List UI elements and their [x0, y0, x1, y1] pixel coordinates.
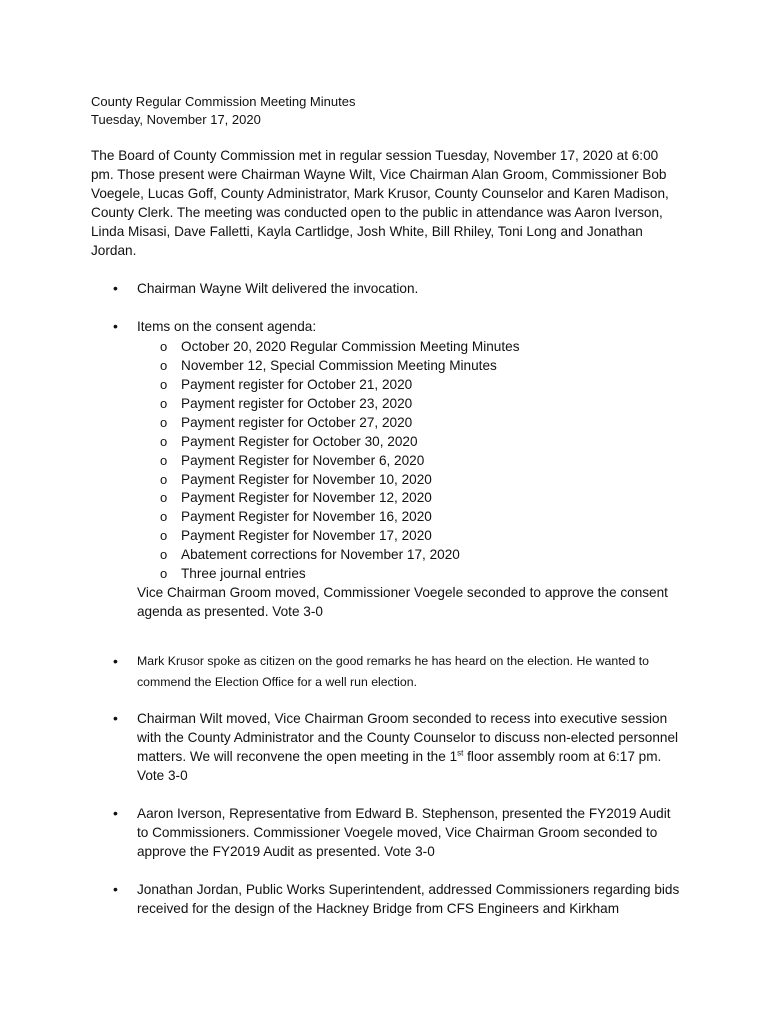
list-item: Three journal entries [181, 566, 306, 581]
list-item: Payment Register for November 10, 2020 [181, 472, 432, 487]
list-item: November 12, Special Commission Meeting Minutes [181, 358, 497, 373]
bullet-icon: • [113, 710, 118, 726]
intro-paragraph: The Board of County Commission met in regular session Tuesday, November 17, 2020 at 6:00 pm. Those present were Chairman Wayne Wilt, Vice Chairman Alan Groom, Commissioner Bob Voegele, Lucas Goff, County Administrator, Mark Krusor, County Counselor and Karen Madison, County Clerk. The meeting was conducted open to the public in attendance was Aaron Iverson, Linda Misasi, Dave Falletti, Kayla Cartlidge, Josh White, Bill Rhiley, Toni Long and Jonathan Jordan. [91, 148, 669, 258]
list-item: Payment Register for November 16, 2020 [181, 509, 432, 524]
sub-bullet-icon: o [160, 377, 168, 392]
meeting-date: Tuesday, November 17, 2020 [91, 112, 261, 127]
sub-bullet-icon: o [160, 566, 168, 581]
sub-bullet-icon: o [160, 509, 168, 524]
list-item: Payment Register for November 12, 2020 [181, 490, 432, 505]
list-item: Payment Register for November 6, 2020 [181, 453, 425, 468]
sub-bullet-icon: o [160, 472, 168, 487]
list-item: Payment register for October 27, 2020 [181, 415, 413, 430]
sub-bullet-icon: o [160, 490, 168, 505]
sub-bullet-icon: o [160, 415, 168, 430]
ordinal-suffix: st [457, 748, 464, 758]
list-item: Payment Register for November 17, 2020 [181, 528, 432, 543]
bullet-icon: • [113, 653, 118, 669]
bullet-icon: • [113, 881, 118, 897]
sub-bullet-icon: o [160, 528, 168, 543]
executive-session-item [137, 709, 682, 785]
list-item: Payment register for October 21, 2020 [181, 377, 413, 392]
sub-bullet-icon: o [160, 547, 168, 562]
list-item: Abatement corrections for November 17, 2020 [181, 547, 460, 562]
bullet-icon: • [113, 318, 118, 334]
bridge-bids-item: Jonathan Jordan, Public Works Superintendent, addressed Commissioners regarding bids received for the design of the Hackney Bridge from CFS Engineers and Kirkham [137, 882, 680, 916]
consent-motion: Vice Chairman Groom moved, Commissioner Voegele seconded to approve the consent agenda as presented. Vote 3-0 [137, 585, 668, 619]
invocation-item: Chairman Wayne Wilt delivered the invocation. [137, 281, 419, 296]
bullet-icon: • [113, 280, 118, 296]
list-item: Payment Register for October 30, 2020 [181, 434, 418, 449]
sub-bullet-icon: o [160, 434, 168, 449]
sub-bullet-icon: o [160, 396, 168, 411]
audit-item: Aaron Iverson, Representative from Edward B. Stephenson, presented the FY2019 Audit to Commissioners. Commissioner Voegele moved, Vice Chairman Groom seconded to approve the FY2019 Audit as presented. Vote 3-0 [137, 806, 671, 859]
executive-session-text: Chairman Wilt moved, Vice Chairman Groom seconded to recess into executive session with the County Administrator and the County Counselor to discuss non-elected personnel matters. We will reconvene the open meeting in the 1 [137, 711, 679, 764]
sub-bullet-icon: o [160, 358, 168, 373]
sub-bullet-icon: o [160, 453, 168, 468]
citizen-remarks-item: Mark Krusor spoke as citizen on the good remarks he has heard on the election. He wanted to commend the Election Office for a well run election. [137, 654, 649, 689]
bullet-icon: • [113, 805, 118, 821]
document-title: County Regular Commission Meeting Minutes [91, 94, 356, 109]
executive-session-text-end: floor assembly room at 6:17 pm. Vote 3-0 [137, 749, 662, 783]
list-item: October 20, 2020 Regular Commission Meeting Minutes [181, 339, 520, 354]
sub-bullet-icon: o [160, 339, 168, 354]
consent-heading: Items on the consent agenda: [137, 319, 317, 334]
list-item: Payment register for October 23, 2020 [181, 396, 413, 411]
